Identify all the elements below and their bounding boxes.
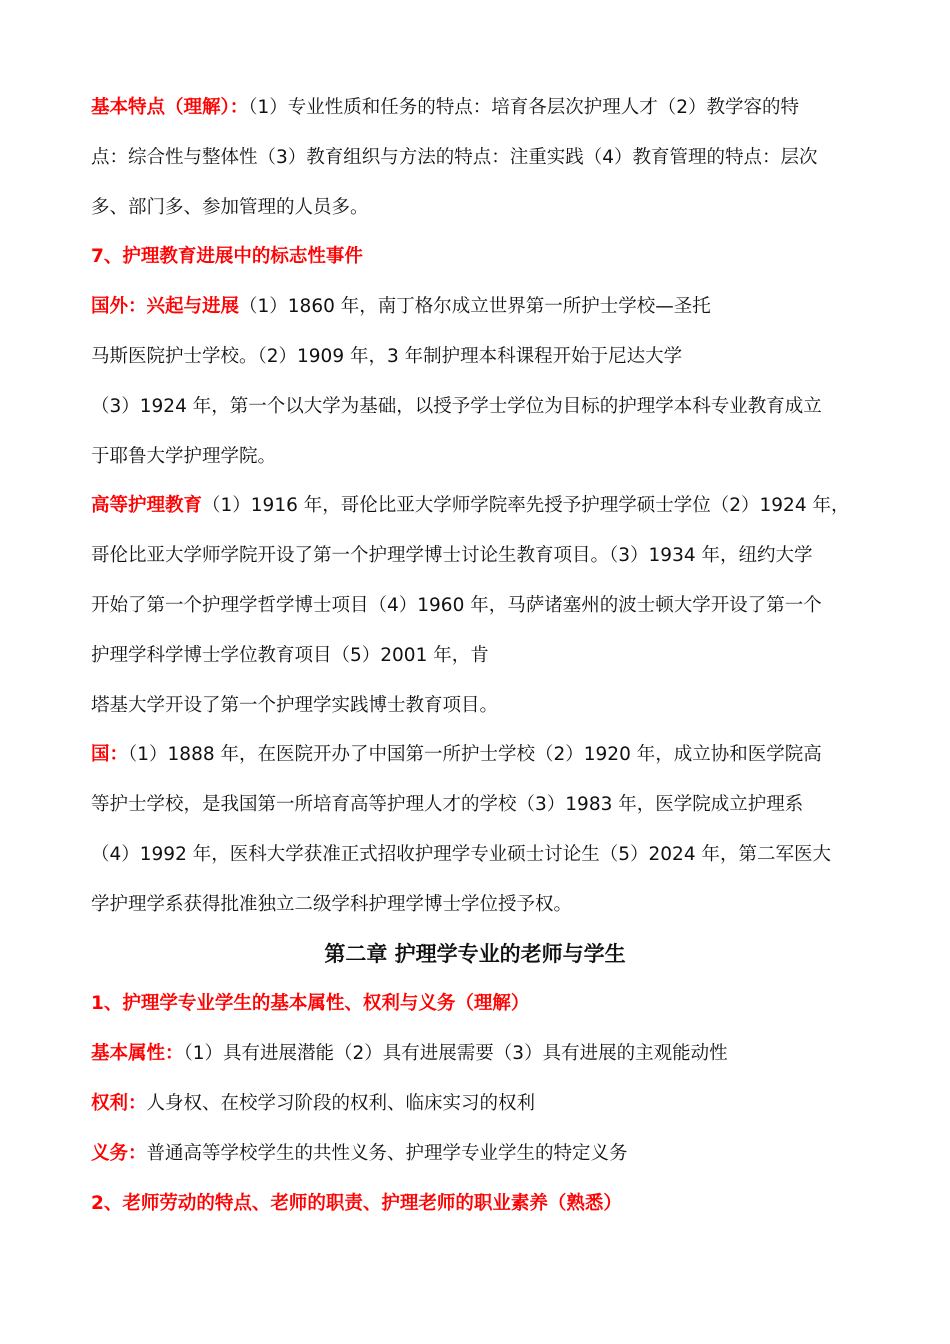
section-label: 基本特点（理解）： [91,97,249,118]
line-text: 人身权、在校学习阶段的权利、临床实习的权利 [146,1093,536,1114]
section-label: 基本属性： [91,1043,184,1064]
paragraph-line [91,444,881,470]
section-heading: 2、老师劳动的特点、老师的职责、护理老师的职业素养（熟悉） [91,1193,622,1214]
line-text: 开始了第一个护理学哲学博士项目（4）1960 年，马萨诸塞州的波士顿大学开设了第一个 [91,595,822,616]
paragraph-line [91,693,881,719]
line-text: 普通高等学校学生的共性义务、护理学专业学生的特定义务 [146,1143,628,1164]
paragraph-line [91,344,881,370]
paragraph-line [91,643,881,669]
paragraph-line [91,1141,881,1167]
paragraph-line [91,294,881,320]
line-text: 点：综合性与整体性（3）教育组织与方法的特点：注重实践（4）教育管理的特点：层次 [91,147,818,168]
paragraph-line [91,1091,881,1117]
paragraph-line [91,543,881,569]
paragraph-line [91,493,881,519]
line-text: （1）1916 年，哥伦比亚大学师学院率先授予护理学硕士学位（2）1924 年， [202,495,850,516]
line-text: （1）具有进展潜能（2）具有进展需要（3）具有进展的主观能动性 [183,1043,728,1064]
chapter-title: 第二章 护理学专业的老师与学生 [324,942,626,966]
line-text: 马斯医院护士学校。（2）1909 年，3 年制护理本科课程开始于尼达大学 [91,346,683,367]
line-text: 于耶鲁大学护理学院。 [91,446,277,467]
section-label: 义务： [91,1143,147,1164]
line-text: （4）1992 年，医科大学获准正式招收护理学专业硕士讨论生（5）2024 年，第二军医大 [91,844,831,865]
line-text: 等护士学校，是我国第一所培育高等护理人才的学校（3）1983 年，医学院成立护理系 [91,794,804,815]
line-text: 护理学科学博士学位教育项目（5）2001 年，肯 [91,645,489,666]
paragraph-line [91,742,881,768]
section-heading: 7、护理教育进展中的标志性事件 [91,246,363,267]
paragraph-line [91,394,881,420]
line-text: （1）专业性质和任务的特点：培育各层次护理人才（2）教学容的特 [248,97,800,118]
paragraph-line [91,892,881,918]
line-text: （1）1888 年，在医院开办了中国第一所护士学校（2）1920 年，成立协和医学院高 [128,744,822,765]
section-heading: 1、护理学专业学生的基本属性、权利与义务（理解） [91,993,530,1014]
line-text: 哥伦比亚大学师学院开设了第一个护理学博士讨论生教育项目。（3）1934 年，纽约大学 [91,545,813,566]
section-label: 国外：兴起与进展 [91,296,240,317]
paragraph-line [91,792,881,818]
section-label: 高等护理教育 [91,495,203,516]
paragraph-line [91,145,881,171]
paragraph-line [91,842,881,868]
section-label: 权利： [91,1093,147,1114]
line-text: （3）1924 年，第一个以大学为基础，以授予学士学位为目标的护理学本科专业教育成立 [91,396,822,417]
line-text: 塔基大学开设了第一个护理学实践博士教育项目。 [91,695,499,716]
paragraph-line [91,593,881,619]
paragraph-line [91,95,881,121]
line-text: （1）1860 年，南丁格尔成立世界第一所护士学校—圣托 [239,296,711,317]
line-text: 多、部门多、参加管理的人员多。 [91,197,369,218]
paragraph-line [91,195,881,221]
section-label: 国： [91,744,129,765]
line-text: 学护理学系获得批准独立二级学科护理学博士学位授予权。 [91,894,573,915]
paragraph-line [91,1041,881,1067]
